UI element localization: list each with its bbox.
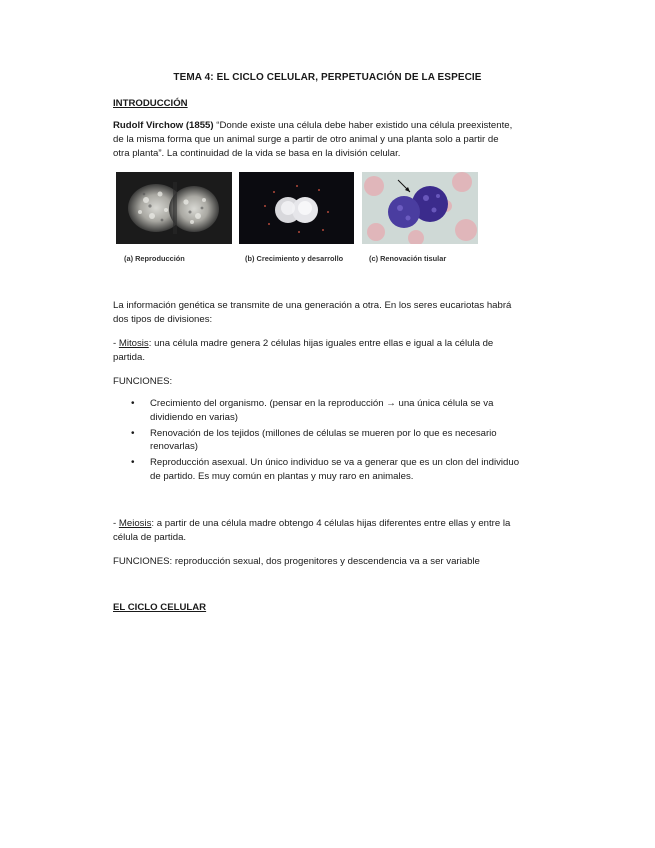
- intro-paragraph-line-2: de la misma forma que un animal surge a partir de otro animal y una planta solo a partir de: [113, 134, 499, 145]
- tissue-renewal-image: [362, 172, 478, 244]
- meiosis-functions: FUNCIONES: reproducción sexual, dos progenitores y descendencia va a ser variable: [113, 556, 480, 567]
- meiosis-line-2: célula de partida.: [113, 532, 187, 543]
- reproduction-image: [116, 172, 232, 244]
- mitosis-term: Mitosis: [118, 338, 149, 349]
- list-item: • Reproducción asexual. Un único individuo se va a generar que es un clon del individuo de partido. Es muy común en plantas y muy raro en animales.: [131, 457, 520, 482]
- genetic-info-line-2: dos tipos de divisiones:: [113, 314, 213, 325]
- list-item: • Crecimiento del organismo. (pensar en la reproducción → una única célula se va dividiendo en varias): [131, 398, 494, 423]
- quote-text: “Donde existe una célula debe haber existido una célula preexistente,: [213, 120, 513, 131]
- meiosis-line-1: [113, 517, 543, 531]
- mitosis-prefix: -: [113, 338, 119, 349]
- quote-author: Rudolf Virchow (1855): [113, 120, 214, 131]
- mitosis-line-2: partida.: [113, 352, 145, 363]
- meiosis-definition: : a partir de una célula madre obtengo 4 células hijas diferentes entre ellas y entre la: [151, 518, 511, 529]
- bullet-icon: •: [131, 457, 135, 468]
- functions-list: [130, 397, 550, 486]
- page-title: TEMA 4: EL CICLO CELULAR, PERPETUACIÓN DE LA ESPECIE: [173, 72, 482, 83]
- intro-paragraph-line-1: [113, 119, 543, 133]
- genetic-info-line-1: La información genética se transmite de una generación a otra. En los seres eucariotas habrá: [113, 300, 512, 311]
- growth-image: [239, 172, 354, 244]
- intro-paragraph-line-3: otra planta”. La continuidad de la vida se basa en la división celular.: [113, 148, 401, 159]
- cell-cycle-heading: EL CICLO CELULAR: [113, 602, 207, 613]
- bullet-icon: •: [131, 427, 135, 439]
- meiosis-prefix: -: [113, 518, 119, 529]
- bullet-icon: •: [131, 398, 135, 409]
- mitosis-definition: : una célula madre genera 2 células hijas iguales entre ellas e igual a la célula de: [148, 338, 494, 349]
- figure-row: [116, 172, 478, 244]
- meiosis-term: Meiosis: [118, 518, 152, 529]
- functions-label: FUNCIONES:: [113, 376, 173, 387]
- figure-caption-b: (b) Crecimiento y desarrollo: [245, 254, 344, 263]
- mitosis-line-1: [113, 337, 543, 351]
- list-item: • Renovación de los tejidos (millones de células se mueren por lo que es necesario renovarlas): [131, 427, 497, 452]
- figure-caption-c: (c) Renovación tisular: [369, 254, 447, 263]
- figure-caption-a: (a) Reproducción: [124, 254, 185, 263]
- intro-heading: INTRODUCCIÓN: [113, 98, 188, 109]
